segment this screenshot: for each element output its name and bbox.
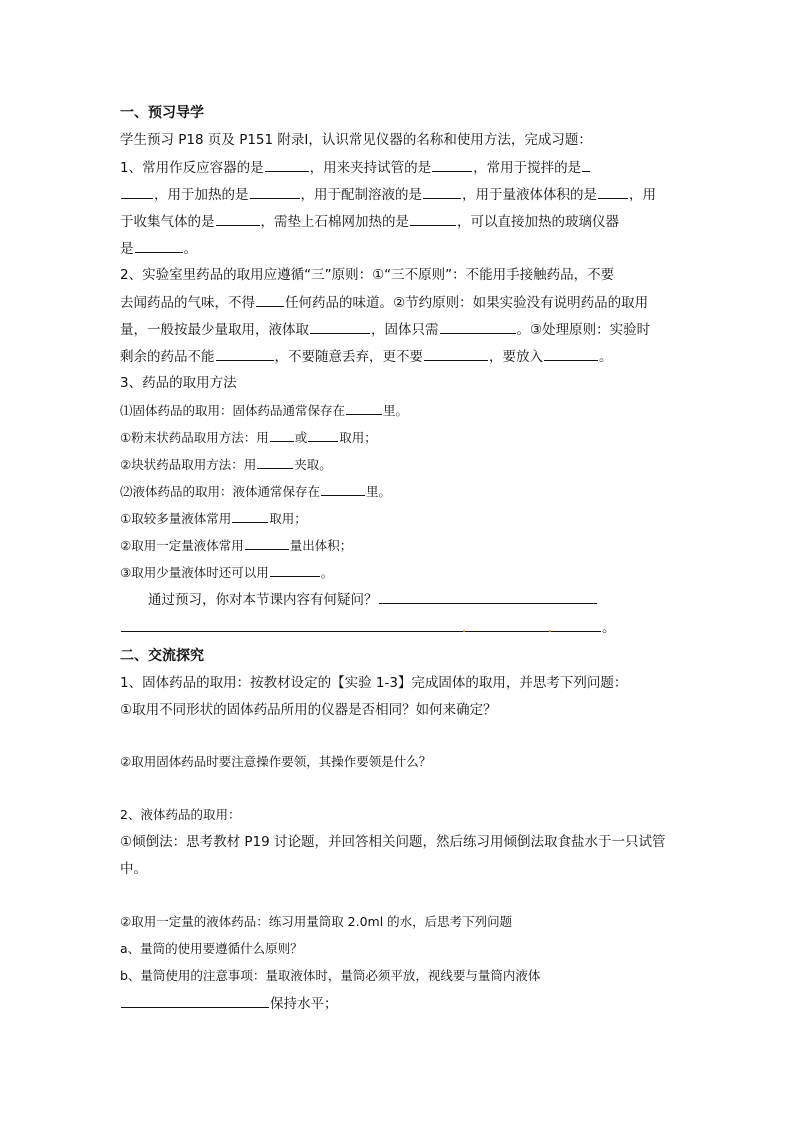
s2-pb: b、量筒使用的注意事项：量取液体时，量筒必须平放，视线要与量筒内液体: [120, 968, 541, 983]
q2-line2: [120, 293, 680, 312]
answer-blank[interactable]: [256, 293, 284, 307]
q3-block: [120, 455, 680, 474]
q3-l3-end: 。: [320, 565, 334, 580]
q3-powder-or: 或: [294, 430, 308, 445]
q1-text-f: ，用于量液体体积的是: [462, 187, 597, 203]
q3-powder: [120, 428, 680, 447]
q1-text-j: ，可以直接加热的玻璃仪器: [457, 214, 619, 230]
q1-text-i: ，需垫上石棉网加热的是: [260, 214, 409, 230]
q1-text-b: ，用来夹持试管的是: [309, 160, 432, 176]
q2-text-d: 量，一般按最少量取用，液体取: [120, 322, 309, 338]
q3-block-end: 夹取。: [294, 457, 332, 472]
q3-liquid-3: [120, 563, 680, 582]
question-answer-blank-2[interactable]: [121, 618, 601, 632]
answer-blank[interactable]: [308, 428, 338, 442]
section2-heading: 二、交流探究: [120, 648, 204, 664]
q1-text-d: ，用于加热的是: [154, 187, 249, 203]
q2-line1: 2、实验室里药品的取用应遵循“三”原则：①“三不原则”：不能用手接触药品，不要: [120, 267, 615, 283]
section1-intro: 学生预习 P18 页及 P151 附录Ⅰ，认识常见仪器的名称和使用方法，完成习题：: [120, 132, 592, 148]
s2-p1b: ②取用固体药品时要注意操作要领，其操作要领是什么？: [120, 754, 432, 769]
question-answer-line: [120, 618, 680, 637]
answer-blank[interactable]: [440, 320, 516, 334]
q1-text-a: 1、常用作反应容器的是: [120, 160, 264, 176]
q1-text-l: 。: [183, 241, 197, 257]
answer-blank[interactable]: [544, 347, 598, 361]
s2-pb-end: 保持水平；: [270, 996, 338, 1012]
q2-text-g: 剩余的药品不能: [120, 349, 215, 365]
q1-text-k: 是: [120, 241, 134, 257]
q3-l3-text: ③取用少量液体时还可以用: [120, 565, 269, 580]
answer-blank[interactable]: [216, 212, 260, 226]
q3-l2-text: ②取用一定量液体常用: [120, 538, 244, 553]
q1-line3: [120, 212, 680, 231]
answer-blank[interactable]: [232, 509, 268, 523]
q3-solid-text: ⑴固体药品的取用：固体药品通常保存在: [120, 403, 346, 418]
answer-blank[interactable]: [424, 347, 488, 361]
s2-p2: 2、液体药品的取用：: [120, 807, 241, 822]
q3-l2-end: 量出体积；: [289, 538, 353, 553]
q2-text-j: 。: [599, 349, 613, 365]
q3-powder-end: 取用；: [339, 430, 377, 445]
q2-text-f: 。③处理原则：实验时: [516, 322, 651, 338]
q3-block-text: ②块状药品取用方法：用: [120, 457, 257, 472]
answer-blank[interactable]: [270, 428, 294, 442]
q3-liquid-1: [120, 509, 680, 528]
q3-solid-end: 里。: [383, 403, 409, 418]
q3-liquid-text: ⑵液体药品的取用：液体通常保存在: [120, 484, 321, 499]
answer-blank[interactable]: [310, 320, 370, 334]
q2-text-e: ，固体只需: [371, 322, 439, 338]
answer-blank[interactable]: [432, 158, 472, 172]
answer-blank[interactable]: [216, 347, 274, 361]
s2-p2a-line1: ①倾倒法：思考教材 P19 讨论题，并回答相关问题，然后练习用倾倒法取食盐水于一只试管: [120, 834, 666, 850]
q1-text-e: ，用于配制溶液的是: [300, 187, 422, 203]
answer-blank[interactable]: [346, 401, 382, 415]
answer-blank[interactable]: [321, 482, 365, 496]
answer-blank[interactable]: [121, 185, 153, 199]
q2-line3: [120, 320, 680, 339]
q3-solid: [120, 401, 680, 420]
q3-liquid-2: [120, 536, 680, 555]
q2-line4: [120, 347, 680, 366]
q1-line2: [120, 185, 680, 204]
answer-blank[interactable]: [423, 185, 461, 199]
marker-dot: [463, 630, 465, 632]
q3-l1-end: 取用；: [269, 511, 307, 526]
answer-blank[interactable]: [257, 455, 293, 469]
q2-text-c: 任何药品的味道。②节约原则：如果实验没有说明药品的取用: [285, 295, 649, 311]
marker-dot: [549, 630, 551, 632]
q1-text-g: ，用: [629, 187, 656, 203]
q3-liquid: [120, 482, 680, 501]
s2-pa: a、量筒的使用要遵循什么原则？: [120, 941, 303, 956]
q3-title: 3、药品的取用方法: [120, 375, 237, 391]
q3-powder-text: ①粉末状药品取用方法：用: [120, 430, 269, 445]
answer-blank[interactable]: [135, 239, 183, 253]
answer-blank[interactable]: [582, 158, 590, 172]
q3-liquid-end: 里。: [366, 484, 392, 499]
answer-blank[interactable]: [121, 994, 269, 1008]
answer-blank[interactable]: [410, 212, 456, 226]
q3-l1-text: ①取较多量液体常用: [120, 511, 232, 526]
q1-line1: [120, 158, 680, 177]
question-answer-blank[interactable]: [379, 590, 597, 604]
q1-text-c: ，常用于搅拌的是: [473, 160, 582, 176]
q2-text-h: ，不要随意丢弃，更不要: [274, 349, 423, 365]
question-prompt: [148, 590, 618, 609]
s2-p1: 1、固体药品的取用：按教材设定的【实验 1-3】完成固体的取用，并思考下列问题：: [120, 675, 628, 691]
answer-blank[interactable]: [265, 158, 309, 172]
s2-p2a-line2: 中。: [120, 861, 147, 877]
question-text: 通过预习，你对本节课内容有何疑问？: [148, 592, 378, 608]
s2-p2b: ②取用一定量的液体药品：练习用量筒取 2.0ml 的水，后思考下列问题: [120, 914, 513, 929]
answer-blank[interactable]: [598, 185, 628, 199]
section1-heading: 一、预习导学: [120, 105, 204, 121]
answer-blank[interactable]: [250, 185, 300, 199]
q1-line4: [120, 239, 680, 258]
s2-pb-line2: [120, 994, 680, 1013]
q2-text-i: ，要放入: [489, 349, 543, 365]
q2-text-b: 去闻药品的气味，不得: [120, 295, 255, 311]
answer-blank[interactable]: [245, 536, 289, 550]
q1-text-h: 于收集气体的是: [120, 214, 215, 230]
question-end: 。: [602, 620, 616, 636]
s2-p1a: ①取用不同形状的固体药品所用的仪器是否相同？如何来确定？: [120, 702, 497, 718]
answer-blank[interactable]: [270, 563, 320, 577]
